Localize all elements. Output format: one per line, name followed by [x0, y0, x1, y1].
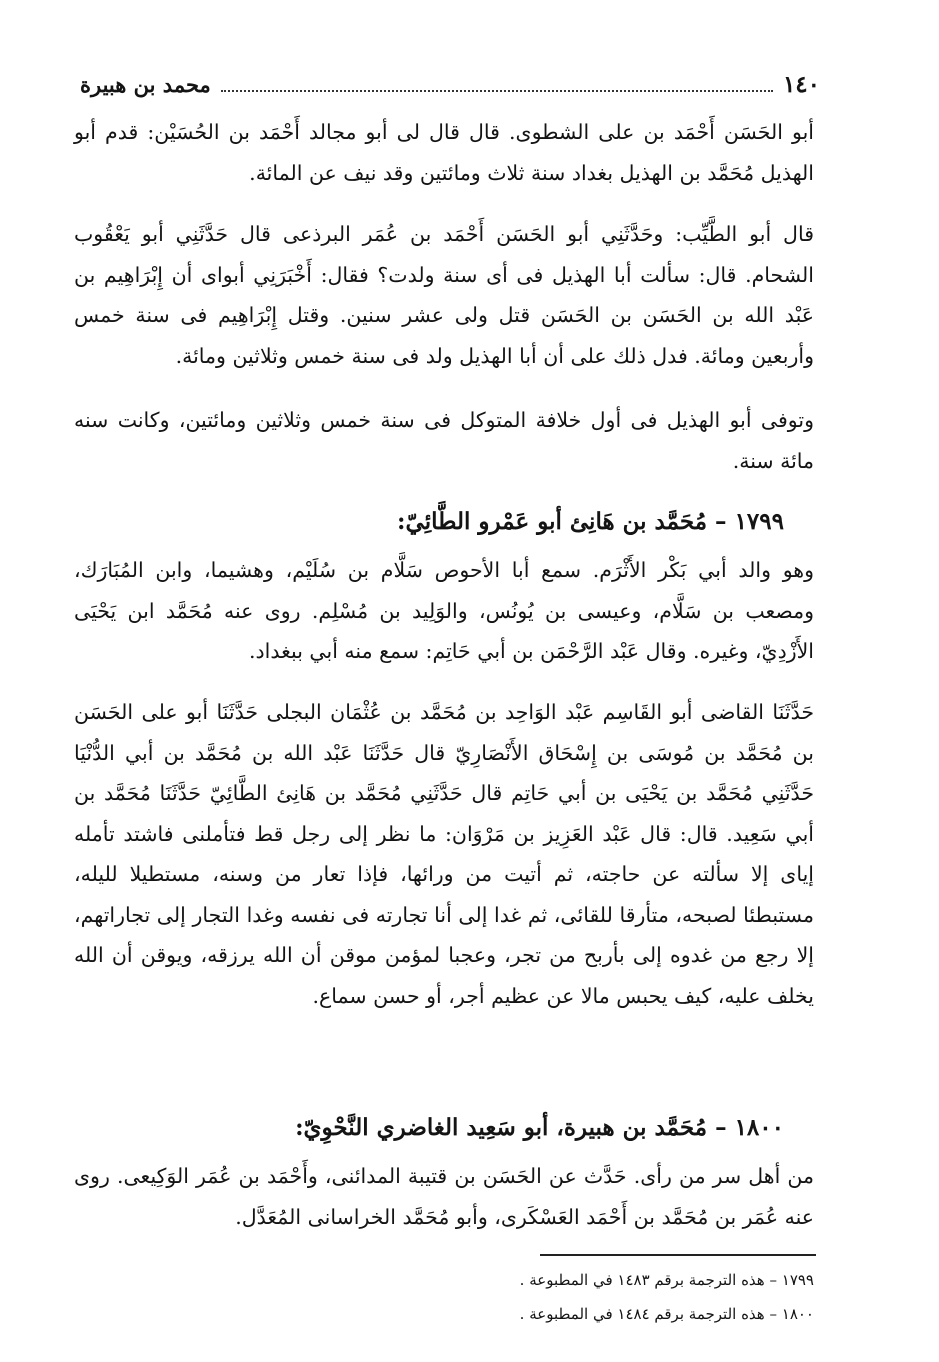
- paragraph-birth-account: قال أبو الطَّيِّب: وحَدَّثَنِي أبو الحَسَن أَحْمَد بن عُمَر البرذعى قال حَدَّثَنِي أبو يَعْقُوب الشحام. قال: سألت أبا الهذيل فى أى سنة ولدت؟ فقال: أَخْبَرَنِي أبواى أن إِبْرَاهِيم بن عَبْد الله بن الحَسَن بن الحَسَن قتل ولى عشر سنين. وقتل إِبْرَاهِيم فى سنة خمس وأربعين ومائة. فدل ذلك على أن أبا الهذيل ولد فى سنة خمس وثلاثين ومائة.: [74, 222, 814, 368]
- footnote-1800: ١٨٠٠ – هذه الترجمة برقم ١٤٨٤ في المطبوعة .: [519, 1305, 814, 1323]
- page-number: ١٤٠: [782, 70, 820, 98]
- entry-1800-title: ١٨٠٠ – مُحَمَّد بن هبيرة، أبو سَعِيد الغاضري النَّحْوِيّ:: [295, 1114, 784, 1141]
- running-header: [80, 68, 820, 100]
- entry-1799-narration: حَدَّثَنَا القاضى أبو القَاسِم عَبْد الوَاحِد بن مُحَمَّد بن عُثْمَان البجلى حَدَّثَنَا أبو على الحَسَن بن مُحَمَّد بن مُوسَى بن إِسْحَاق الأَنْصَارِيّ قال حَدَّثَنَا عَبْد الله بن مُحَمَّد بن أبي الدُّنْيَا حَدَّثَنِي مُحَمَّد بن يَحْيَى بن أبي حَاتِم قال حَدَّثَنِي مُحَمَّد بن هَانِئ الطَّائِيّ حَدَّثَنَا مُحَمَّد بن أبي سَعِيد. قال: قال عَبْد العَزِيز بن مَرْوَان: ما نظر إلى رجل قط فتأملنى فاشتد تأمله إياى إلا سألته عن حاجته، ثم أتيت من ورائها، فإذا تعار من وسنه، مستطيلا لليله، مستبطئا لصبحه، متأرقا للقائى، ثم غدا إلى أنا تجارته فى نفسه وغدا التجار إلى تجاراتهم، إلا رجع من غدوه إلى بأربح من تجر، وعجبا لمؤمن موقن أن الله يرزقه، ويوقن أن الله يخلف عليه، كيف يحبس مالا عن عظيم أجر، أو حسن سماع.: [74, 700, 814, 1008]
- paragraph-intro: أبو الحَسَن أَحْمَد بن على الشطوى. قال قال لى أبو مجالد أَحْمَد بن الحُسَيْن: قدم أبو الهذيل مُحَمَّد بن الهذيل بغداد سنة ثلاث ومائتين وقد نيف عن المائة.: [74, 120, 814, 185]
- footnote-1799: ١٧٩٩ – هذه الترجمة برقم ١٤٨٣ في المطبوعة .: [519, 1271, 814, 1289]
- running-title: محمد بن هبيرة: [80, 71, 211, 97]
- footnote-separator: [540, 1254, 816, 1256]
- entry-1799-title: ١٧٩٩ – مُحَمَّد بن هَانِئ أبو عَمْرو الطَّائِيّ:: [397, 508, 784, 535]
- entry-1800-paragraph: من أهل سر من رأى. حَدَّث عن الحَسَن بن قتيبة المدائنى، وأَحْمَد بن عُمَر الوَكِيعى. روى عنه عُمَر بن مُحَمَّد بن أَحْمَد العَسْكَرى، وأبو مُحَمَّد الخراسانى المُعَدَّل.: [74, 1164, 814, 1229]
- entry-1799-paragraph: وهو والد أبي بَكْر الأَثْرَم. سمع أبا الأحوص سَلَّام بن سُلَيْم، وهشيما، وابن المُبَارَك، ومصعب بن سَلَّام، وعيسى بن يُونُس، والوَلِيد بن مُسْلِم. روى عنه مُحَمَّد ابن يَحْيَى الأَزْدِيّ، وغيره. وقال عَبْد الرَّحْمَن بن أبي حَاتِم: سمع منه أبي ببغداد.: [74, 558, 814, 663]
- paragraph-death: وتوفى أبو الهذيل فى أول خلافة المتوكل فى سنة خمس وثلاثين ومائتين، وكانت سنه مائة سنة.: [74, 408, 814, 473]
- header-dot-leader: [221, 89, 773, 92]
